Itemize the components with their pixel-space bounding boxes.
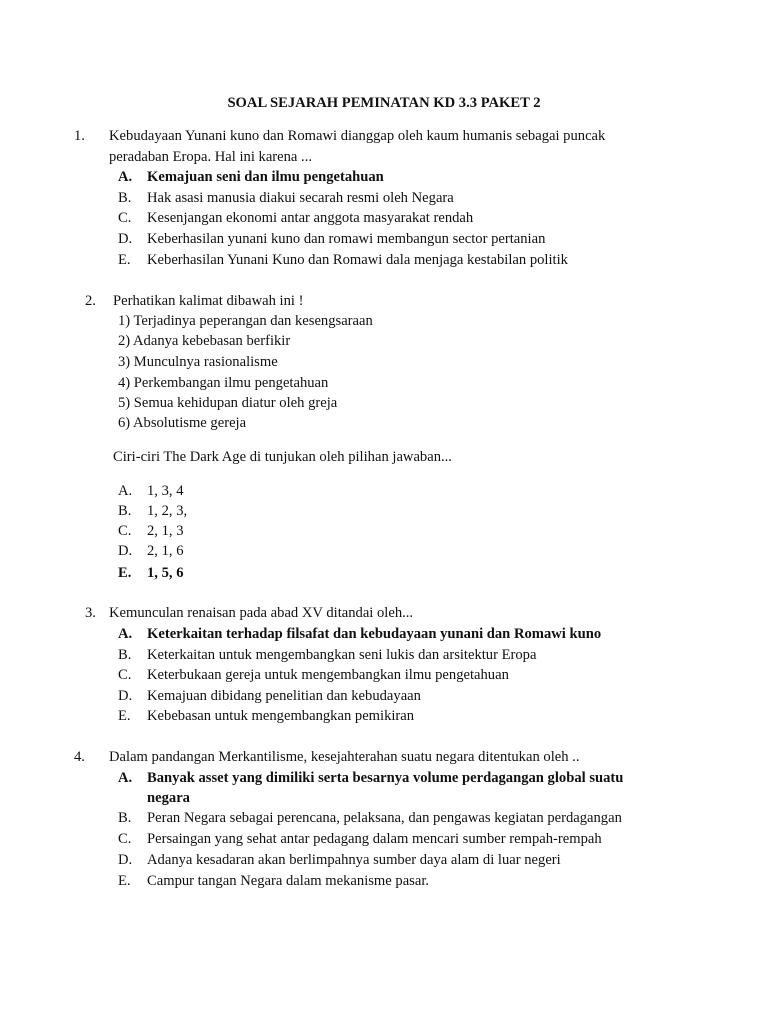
option-letter: D.: [118, 231, 133, 247]
question-stem: Dalam pandangan Merkantilisme, kesejahterahan suatu negara ditentukan oleh ..: [109, 749, 580, 765]
question-stem: peradaban Eropa. Hal ini karena ...: [109, 149, 313, 165]
statement-item: 5) Semua kehidupan diatur oleh greja: [118, 395, 338, 411]
option-text: 2, 1, 6: [147, 543, 184, 559]
option-text-correct: 1, 5, 6: [147, 565, 184, 581]
option-letter: E.: [118, 708, 131, 724]
option-text: Peran Negara sebagai perencana, pelaksana, dan pengawas kegiatan perdagangan: [147, 810, 622, 826]
statement-item: 4) Perkembangan ilmu pengetahuan: [118, 375, 329, 391]
statement-item: 3) Munculnya rasionalisme: [118, 354, 278, 370]
option-text-correct-continued: negara: [147, 790, 190, 806]
option-letter: B.: [118, 190, 132, 206]
option-letter: E.: [118, 873, 131, 889]
option-letter: C.: [118, 831, 132, 847]
option-letter: B.: [118, 647, 132, 663]
option-text: Keberhasilan yunani kuno dan romawi membangun sector pertanian: [147, 231, 546, 247]
option-text: 1, 2, 3,: [147, 503, 188, 519]
option-text: Campur tangan Negara dalam mekanisme pasar.: [147, 873, 430, 889]
question-prompt: Ciri-ciri The Dark Age di tunjukan oleh pilihan jawaban...: [113, 449, 452, 465]
option-text: Keterbukaan gereja untuk mengembangkan ilmu pengetahuan: [147, 667, 509, 683]
option-letter: E.: [118, 565, 132, 581]
option-letter: B.: [118, 503, 132, 519]
option-text: 1, 3, 4: [147, 483, 184, 499]
page-title: SOAL SEJARAH PEMINATAN KD 3.3 PAKET 2: [227, 95, 541, 111]
option-text: Hak asasi manusia diakui secarah resmi oleh Negara: [147, 190, 454, 206]
option-letter: D.: [118, 688, 133, 704]
option-text-correct: Keterkaitan terhadap filsafat dan kebudayaan yunani dan Romawi kuno: [147, 626, 602, 642]
statement-item: 2) Adanya kebebasan berfikir: [118, 333, 291, 349]
option-text: Kebebasan untuk mengembangkan pemikiran: [147, 708, 415, 724]
option-text: Keterkaitan untuk mengembangkan seni lukis dan arsitektur Eropa: [147, 647, 537, 663]
option-letter: D.: [118, 543, 133, 559]
question-stem: Perhatikan kalimat dibawah ini !: [113, 293, 304, 309]
question-number: 1.: [74, 128, 85, 144]
option-text-correct: Banyak asset yang dimiliki serta besarnya volume perdagangan global suatu: [147, 770, 624, 786]
option-letter: E.: [118, 252, 131, 268]
option-letter: D.: [118, 852, 133, 868]
option-letter: C.: [118, 667, 132, 683]
option-letter: A.: [118, 770, 133, 786]
option-text: Kesenjangan ekonomi antar anggota masyarakat rendah: [147, 210, 474, 226]
option-text: Persaingan yang sehat antar pedagang dalam mencari sumber rempah-rempah: [147, 831, 602, 847]
option-letter: A.: [118, 626, 133, 642]
option-text: Keberhasilan Yunani Kuno dan Romawi dala menjaga kestabilan politik: [147, 252, 568, 268]
option-text: 2, 1, 3: [147, 523, 184, 539]
option-letter: A.: [118, 483, 133, 499]
option-letter: C.: [118, 523, 132, 539]
question-number: 2.: [85, 293, 96, 309]
option-text-correct: Kemajuan seni dan ilmu pengetahuan: [147, 169, 384, 185]
question-stem: Kebudayaan Yunani kuno dan Romawi dianggap oleh kaum humanis sebagai puncak: [109, 128, 606, 144]
statement-item: 6) Absolutisme gereja: [118, 415, 247, 431]
statement-item: 1) Terjadinya peperangan dan kesengsaraan: [118, 313, 373, 329]
option-text: Adanya kesadaran akan berlimpahnya sumber daya alam di luar negeri: [147, 852, 561, 868]
option-letter: B.: [118, 810, 132, 826]
question-stem: Kemunculan renaisan pada abad XV ditandai oleh...: [109, 605, 414, 621]
question-number: 4.: [74, 749, 85, 765]
question-number: 3.: [85, 605, 96, 621]
option-letter: A.: [118, 169, 133, 185]
option-letter: C.: [118, 210, 132, 226]
option-text: Kemajuan dibidang penelitian dan kebudayaan: [147, 688, 421, 704]
